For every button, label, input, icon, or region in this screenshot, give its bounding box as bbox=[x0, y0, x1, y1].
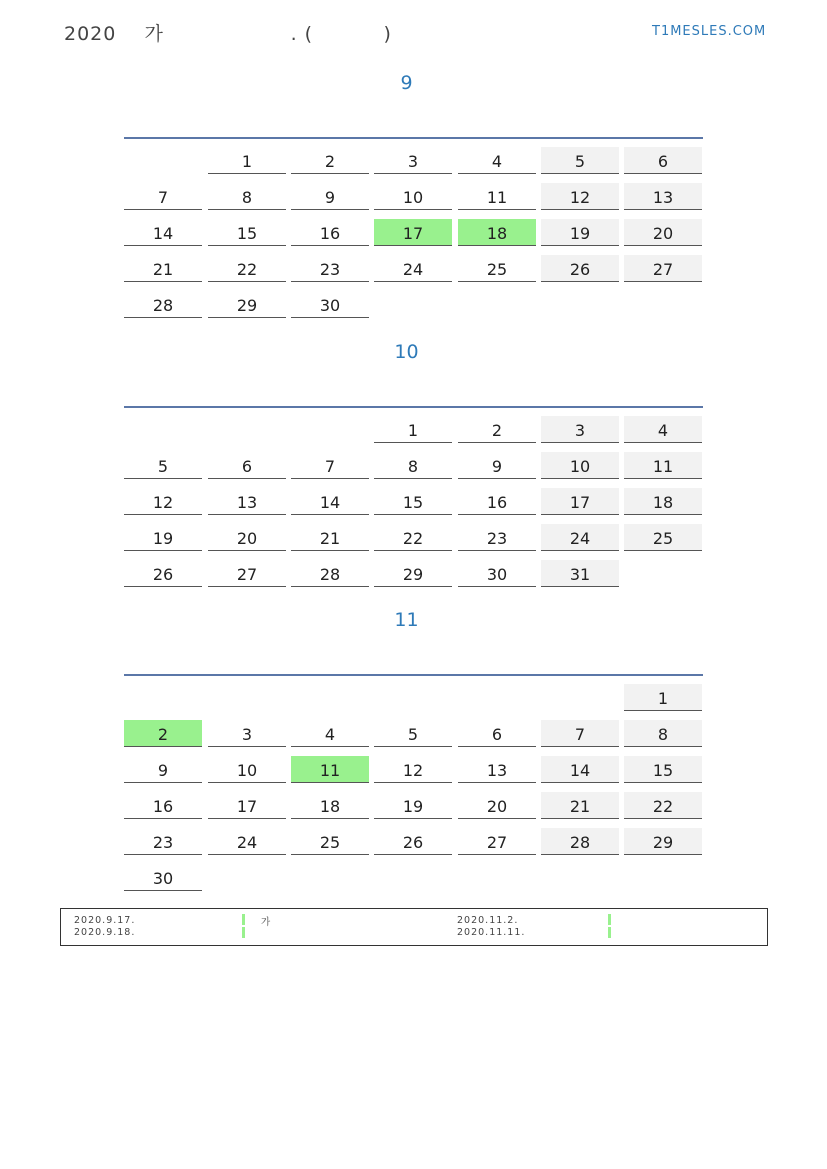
calendar-day: 5 bbox=[541, 147, 619, 174]
calendar-day: 10 bbox=[541, 452, 619, 479]
calendar-day: 8 bbox=[208, 183, 286, 210]
calendar-day: 26 bbox=[541, 255, 619, 282]
calendar-day: 30 bbox=[291, 291, 369, 318]
calendar-day: 7 bbox=[124, 183, 202, 210]
calendar-day: 18 bbox=[291, 792, 369, 819]
calendar-day: 5 bbox=[374, 720, 452, 747]
calendar-day: 12 bbox=[124, 488, 202, 515]
calendar-day: 21 bbox=[291, 524, 369, 551]
legend-holiday-name: 가 bbox=[261, 917, 272, 928]
calendar-day: 10 bbox=[208, 756, 286, 783]
page-title: 2020 가 . ( ) bbox=[64, 23, 392, 45]
calendar-day: 21 bbox=[124, 255, 202, 282]
calendar-day: 23 bbox=[458, 524, 536, 551]
calendar-day: 24 bbox=[541, 524, 619, 551]
calendar-day: 13 bbox=[458, 756, 536, 783]
calendar-day: 14 bbox=[291, 488, 369, 515]
calendar-day: 14 bbox=[124, 219, 202, 246]
calendar-day: 20 bbox=[458, 792, 536, 819]
legend-holiday-marker bbox=[608, 914, 611, 925]
calendar-day: 27 bbox=[458, 828, 536, 855]
calendar-day: 11 bbox=[624, 452, 702, 479]
calendar-day: 10 bbox=[374, 183, 452, 210]
calendar-day: 25 bbox=[291, 828, 369, 855]
calendar-day: 16 bbox=[458, 488, 536, 515]
month-grid bbox=[124, 137, 703, 315]
calendar-day: 2 bbox=[291, 147, 369, 174]
legend-date: 2020.11.2. bbox=[457, 915, 519, 926]
calendar-day: 13 bbox=[208, 488, 286, 515]
calendar-day: 16 bbox=[124, 792, 202, 819]
legend-date: 2020.9.18. bbox=[74, 927, 136, 938]
calendar-day: 11 bbox=[458, 183, 536, 210]
calendar-day: 9 bbox=[291, 183, 369, 210]
calendar-day: 30 bbox=[458, 560, 536, 587]
calendar-day: 12 bbox=[374, 756, 452, 783]
legend-holiday-marker bbox=[242, 927, 245, 938]
calendar-day: 4 bbox=[624, 416, 702, 443]
calendar-day: 6 bbox=[624, 147, 702, 174]
calendar-day: 16 bbox=[291, 219, 369, 246]
calendar-day: 22 bbox=[374, 524, 452, 551]
month-title: 10 bbox=[394, 341, 419, 363]
month-grid bbox=[124, 406, 703, 584]
calendar-day: 26 bbox=[124, 560, 202, 587]
calendar-day: 4 bbox=[458, 147, 536, 174]
calendar-day: 22 bbox=[208, 255, 286, 282]
calendar-day: 18 bbox=[624, 488, 702, 515]
calendar-day: 27 bbox=[208, 560, 286, 587]
calendar-day: 5 bbox=[124, 452, 202, 479]
calendar-day: 1 bbox=[374, 416, 452, 443]
calendar-day: 6 bbox=[458, 720, 536, 747]
calendar-day: 24 bbox=[374, 255, 452, 282]
calendar-day: 26 bbox=[374, 828, 452, 855]
calendar-day: 19 bbox=[124, 524, 202, 551]
calendar-day: 3 bbox=[374, 147, 452, 174]
calendar-day: 17 bbox=[541, 488, 619, 515]
site-logo[interactable]: T1MESLES.COM bbox=[652, 24, 767, 39]
calendar-day: 20 bbox=[624, 219, 702, 246]
calendar-day: 7 bbox=[541, 720, 619, 747]
calendar-day: 28 bbox=[291, 560, 369, 587]
month-grid bbox=[124, 674, 703, 888]
calendar-day: 28 bbox=[124, 291, 202, 318]
calendar-day: 24 bbox=[208, 828, 286, 855]
calendar-day: 3 bbox=[541, 416, 619, 443]
calendar-day-holiday: 11 bbox=[291, 756, 369, 783]
calendar-day: 1 bbox=[624, 684, 702, 711]
calendar-day: 23 bbox=[124, 828, 202, 855]
calendar-day-holiday: 18 bbox=[458, 219, 536, 246]
calendar-day: 2 bbox=[458, 416, 536, 443]
calendar-day: 8 bbox=[374, 452, 452, 479]
calendar-day: 17 bbox=[208, 792, 286, 819]
calendar-day: 9 bbox=[458, 452, 536, 479]
calendar-day: 30 bbox=[124, 864, 202, 891]
legend-holiday-marker bbox=[608, 927, 611, 938]
calendar-day: 4 bbox=[291, 720, 369, 747]
calendar-day: 9 bbox=[124, 756, 202, 783]
calendar-day-holiday: 2 bbox=[124, 720, 202, 747]
calendar-day: 25 bbox=[624, 524, 702, 551]
calendar-day: 21 bbox=[541, 792, 619, 819]
holiday-legend bbox=[60, 908, 768, 946]
calendar-day: 23 bbox=[291, 255, 369, 282]
calendar-day: 19 bbox=[541, 219, 619, 246]
calendar-day: 15 bbox=[624, 756, 702, 783]
calendar-day: 22 bbox=[624, 792, 702, 819]
calendar-day: 25 bbox=[458, 255, 536, 282]
calendar-day: 28 bbox=[541, 828, 619, 855]
legend-date: 2020.11.11. bbox=[457, 927, 526, 938]
calendar-day: 13 bbox=[624, 183, 702, 210]
calendar-day: 7 bbox=[291, 452, 369, 479]
calendar-day: 29 bbox=[208, 291, 286, 318]
legend-holiday-marker bbox=[242, 914, 245, 925]
calendar-day: 1 bbox=[208, 147, 286, 174]
calendar-day: 3 bbox=[208, 720, 286, 747]
calendar-day: 15 bbox=[208, 219, 286, 246]
calendar-day: 20 bbox=[208, 524, 286, 551]
calendar-day: 15 bbox=[374, 488, 452, 515]
calendar-day-holiday: 17 bbox=[374, 219, 452, 246]
calendar-day: 29 bbox=[374, 560, 452, 587]
calendar-day: 29 bbox=[624, 828, 702, 855]
month-title: 11 bbox=[394, 609, 419, 631]
calendar-day: 6 bbox=[208, 452, 286, 479]
month-title: 9 bbox=[400, 72, 413, 94]
calendar-day: 19 bbox=[374, 792, 452, 819]
calendar-day: 14 bbox=[541, 756, 619, 783]
calendar-day: 12 bbox=[541, 183, 619, 210]
legend-date: 2020.9.17. bbox=[74, 915, 136, 926]
calendar-day: 31 bbox=[541, 560, 619, 587]
calendar-day: 8 bbox=[624, 720, 702, 747]
calendar-day: 27 bbox=[624, 255, 702, 282]
